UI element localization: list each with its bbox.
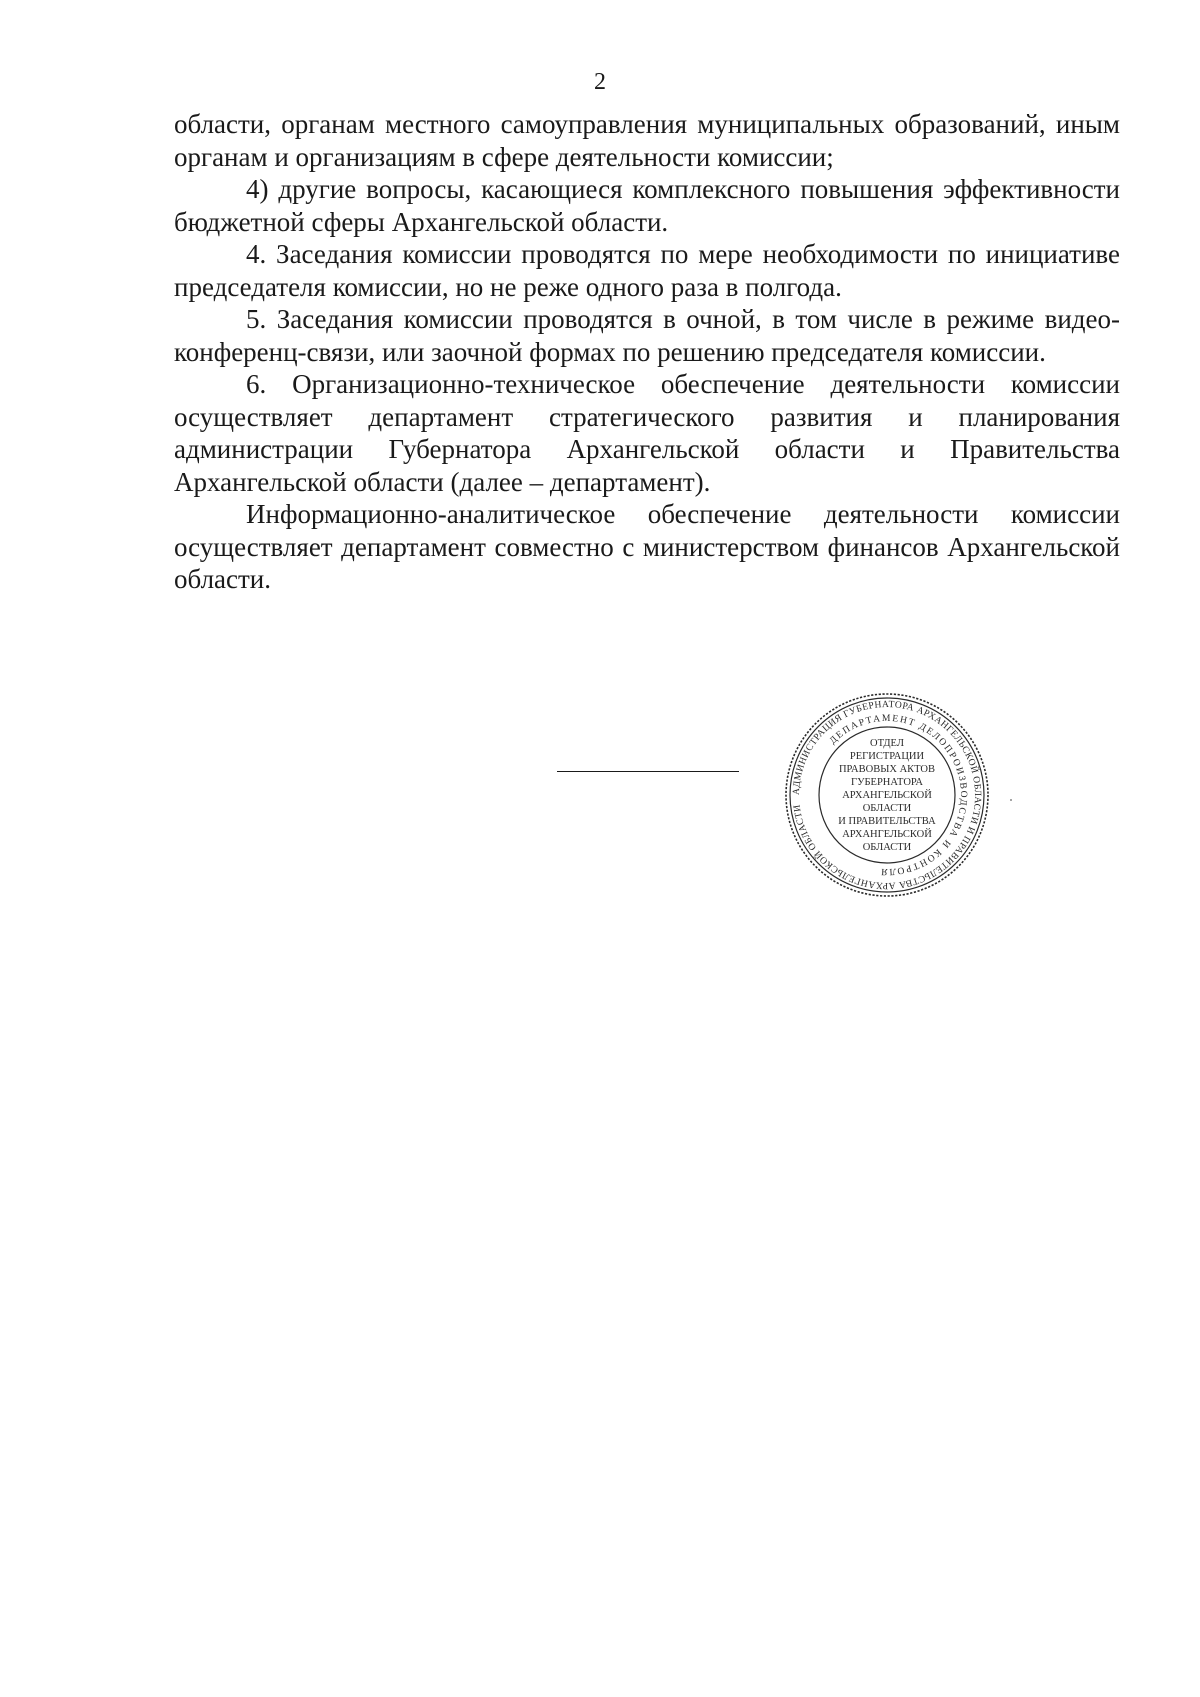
paragraph-clause-4-meetings: 4. Заседания комиссии проводятся по мере необходимости по инициативе председателя комиссии, но не реже одного раза в полгода. (174, 239, 1120, 302)
stamp-center-line: ПРАВОВЫХ АКТОВ (838, 763, 936, 775)
stamp-center-line: ГУБЕРНАТОРА (851, 776, 923, 788)
paragraph-item-4-other: 4) другие вопросы, касающиеся комплексного повышения эффективности бюджетной сферы Архангельской области. (174, 174, 1120, 237)
stamp-center-line: ОБЛАСТИ (862, 802, 912, 814)
document-body (174, 108, 1120, 596)
stamp-center-line: ОТДЕЛ (870, 737, 904, 749)
stamp-center-line: ОБЛАСТИ (862, 841, 912, 853)
paragraph-analytical-support: Информационно-аналитическое обеспечение деятельности комиссии осуществляет департамент совместно с министерством финансов Архангельской области. (174, 499, 1120, 594)
stamp-center-line: АРХАНГЕЛЬСКОЙ (842, 828, 932, 840)
stamp-center-text (818, 726, 956, 864)
page-number: 2 (594, 69, 606, 95)
scan-speck (1010, 799, 1012, 801)
paragraph-continuation: области, органам местного самоуправления муниципальных образований, иным органам и организациям в сфере деятельности комиссии; (174, 109, 1120, 172)
stamp-center-line: РЕГИСТРАЦИИ (849, 750, 925, 762)
stamp-ring-text: АДМИНИСТРАЦИЯ ГУБЕРНАТОРА АРХАНГЕЛЬСКОЙ ОБЛАСТИ И ПРАВИТЕЛЬСТВА АРХАНГЕЛЬСКОЙ ОБЛАСТИ (790, 698, 984, 892)
paragraph-clause-6-technical-support: 6. Организационно-техническое обеспечение деятельности комиссии осуществляет департамент стратегического развития и планирования администрации Губернатора Архангельской области и Правительства Архангельской области (далее – департамент). (174, 369, 1120, 497)
signature-line (557, 771, 739, 772)
official-stamp (782, 690, 992, 900)
stamp-center-line: И ПРАВИТЕЛЬСТВА (838, 815, 936, 827)
stamp-center-line: АРХАНГЕЛЬСКОЙ (842, 789, 932, 801)
stamp-inner-ring-text: ДЕПАРТАМЕНТ ДЕЛОПРОИЗВОДСТВА И КОНТРОЛЯ (827, 712, 970, 878)
paragraph-clause-5-meeting-forms: 5. Заседания комиссии проводятся в очной, в том числе в режиме видео-конференц-связи, или заочной формах по решению председателя комиссии. (174, 304, 1120, 367)
